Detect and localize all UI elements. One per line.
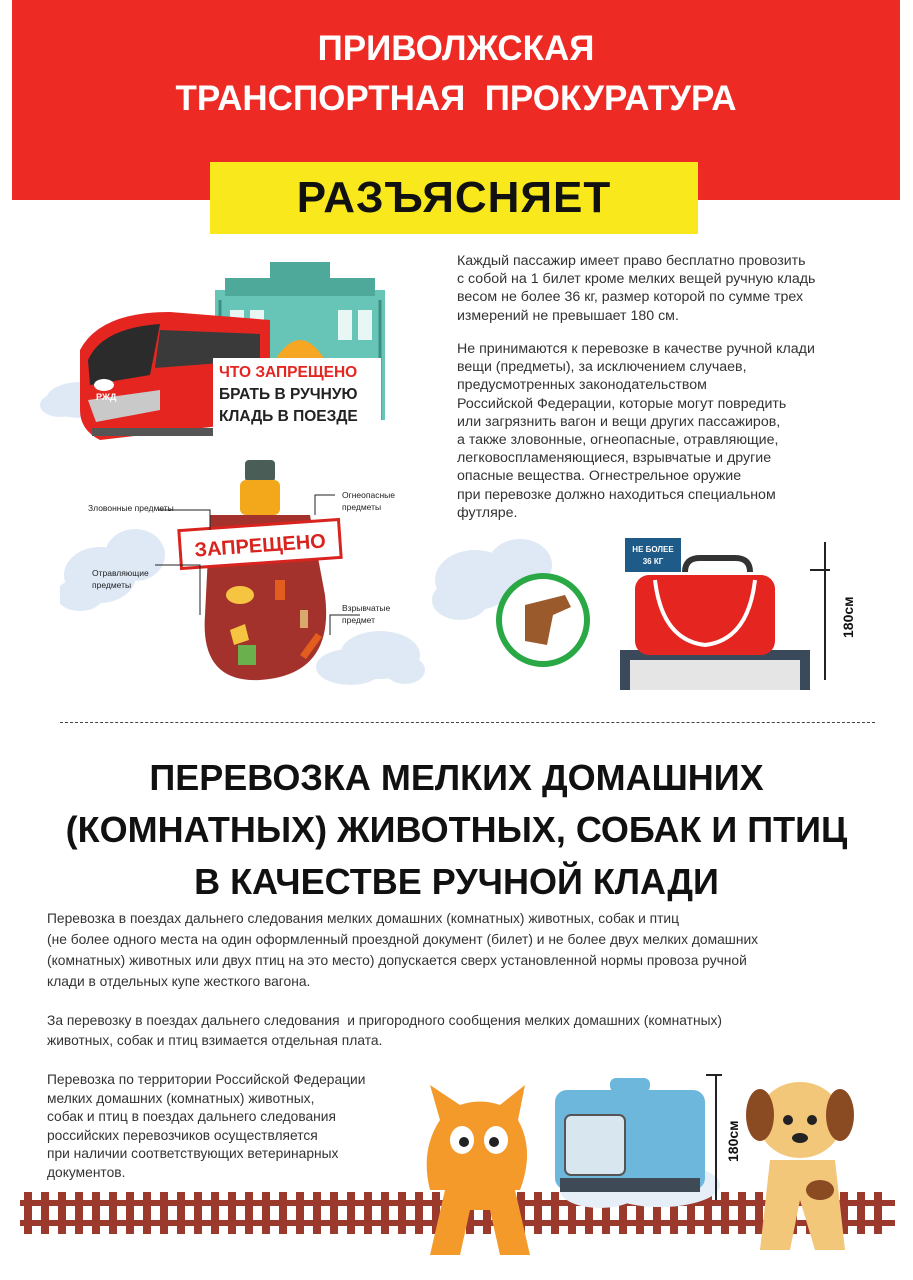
rail-sleeper [24,1192,32,1234]
holster-icon [499,576,587,664]
luggage-paragraph-1 [457,252,815,325]
rail-sleeper [143,1192,151,1234]
forbidden-banner [213,358,381,446]
weight-sign-icon [625,538,681,572]
title-line-1: ПРИВОЛЖСКАЯ [317,29,595,68]
scale-illustration [430,520,900,705]
height-arrow-icon [810,542,830,680]
weight-sign-line-1: НЕ БОЛЕЕ [632,545,674,554]
rail-sleeper [347,1192,355,1234]
text-line: или загрязнить вагон и вещи других пассажиров, [457,413,781,430]
label-smelly-items: Зловонные предметы [88,503,174,513]
rail-sleeper [228,1192,236,1234]
rail-sleeper [41,1192,49,1234]
rail-sleeper [398,1192,406,1234]
label-explosive-line-2: предмет [342,615,376,625]
title-line: (КОМНАТНЫХ) ЖИВОТНЫХ, СОБАК И ПТИЦ [65,809,848,850]
rail-sleeper [194,1192,202,1234]
weight-sign-line-2: 36 КГ [642,557,664,566]
rail-sleeper [109,1192,117,1234]
text-line: Перевозка по территории Российской Федерации [47,1072,366,1087]
rail-sleeper [92,1192,100,1234]
rail-sleeper [381,1192,389,1234]
rzd-logo: РЖД [96,392,117,402]
rail-sleeper [874,1192,882,1234]
size-label-carrier: 180см [725,1120,741,1162]
title-line-2: ТРАНСПОРТНАЯ ПРОКУРАТУРА [175,79,737,118]
luggage-paragraph-2 [457,340,815,522]
rail-sleeper [262,1192,270,1234]
label-explosive-line-1: Взрывчатые [342,603,391,613]
title-line: В КАЧЕСТВЕ РУЧНОЙ КЛАДИ [194,861,719,902]
text-line: весом не более 36 кг, размер которой по сумме трех [457,289,804,306]
rail-sleeper [415,1192,423,1234]
banner-line-2: БРАТЬ В РУЧНУЮ [219,386,358,403]
rail-sleeper [755,1192,763,1234]
rail-sleeper [211,1192,219,1234]
label-poison-line-1: Отравляющие [92,568,149,578]
suitcase-icon [635,558,775,655]
pet-carrier-icon [555,1078,705,1192]
pets-paragraph-1 [47,908,758,992]
label-flammable-line-1: Огнеопасные [342,490,395,500]
pets-section-title [0,752,913,908]
rail-sleeper [126,1192,134,1234]
text-line: За перевозку в поездах дальнего следования и пригородного сообщения мелких домашних (комнатных) [47,1013,723,1028]
rail-sleeper [551,1192,559,1234]
cat-icon [427,1085,530,1255]
rail-sleeper [279,1192,287,1234]
text-line: (не более одного места на один оформленный проездной документ (билет) и не более двух мелких домашних [47,932,759,947]
label-flammable-line-2: предметы [342,502,382,512]
text-line: животных, собак и птиц взимается отдельная плата. [47,1033,383,1048]
text-line: при перевозке должно находиться специальном [457,486,776,503]
organization-title [12,24,900,124]
text-line: российских перевозчиков осуществляется [47,1127,318,1143]
weighing-scale-icon [620,650,810,690]
text-line: а также зловонные, огнеопасные, отравляющие, [457,432,779,449]
text-line: Российской Федерации, которые могут повредить [457,395,787,412]
pets-paragraph-2 [47,1011,722,1051]
rail-sleeper [534,1192,542,1234]
rail-sleeper [177,1192,185,1234]
text-line: предусмотренных законодательством [457,377,707,394]
rail-sleeper [313,1192,321,1234]
rail-sleeper [738,1192,746,1234]
subtitle-text: РАЗЪЯСНЯЕТ [296,173,612,222]
text-line: легковоспламеняющиеся, взрывчатые и другие [457,450,772,467]
pets-illustration [0,1060,913,1280]
text-line: клади в отдельных купе жесткого вагона. [47,974,311,989]
text-line: опасные вещества. Огнестрельное оружие [457,468,742,485]
rail-sleeper [75,1192,83,1234]
rail-sleeper [160,1192,168,1234]
rail-sleeper [58,1192,66,1234]
text-line: Перевозка в поездах дальнего следования мелких домашних (комнатных) животных, собак и птиц [47,911,680,926]
rail-sleeper [721,1192,729,1234]
text-line: документов. [47,1164,126,1180]
text-line: измерений не превышает 180 см. [457,307,679,324]
rail-sleeper [857,1192,865,1234]
text-line: мелких домашних (комнатных) животных, [47,1090,315,1106]
size-label-luggage: 180см [840,596,856,638]
text-line: (комнатных) животных или двух птиц на это место) допускается сверх установленной нормы провоза ручной [47,953,747,968]
text-line: футляре. [457,504,518,521]
label-poison-line-2: предметы [92,580,132,590]
section-divider [60,722,875,723]
text-line: Каждый пассажир имеет право бесплатно провозить [457,253,806,269]
text-line: с собой на 1 билет кроме мелких вещей ручную кладь [457,271,816,288]
text-line: Не принимаются к перевозке в качестве ручной клади [457,341,815,357]
text-line: при наличии соответствующих ветеринарных [47,1146,339,1161]
rail-sleeper [296,1192,304,1234]
text-line: собак и птиц в поездах дальнего следования [47,1109,336,1124]
title-line: ПЕРЕВОЗКА МЕЛКИХ ДОМАШНИХ [149,757,764,798]
rail-sleeper [245,1192,253,1234]
banner-line-1: ЧТО ЗАПРЕЩЕНО [219,364,358,381]
banner-line-3: КЛАДЬ В ПОЕЗДЕ [219,408,358,425]
rail-sleeper [364,1192,372,1234]
text-line: вещи (предметы), за исключением случаев, [457,359,747,376]
forbidden-stamp: ЗАПРЕЩЕНО [193,530,327,562]
rail-sleeper [330,1192,338,1234]
